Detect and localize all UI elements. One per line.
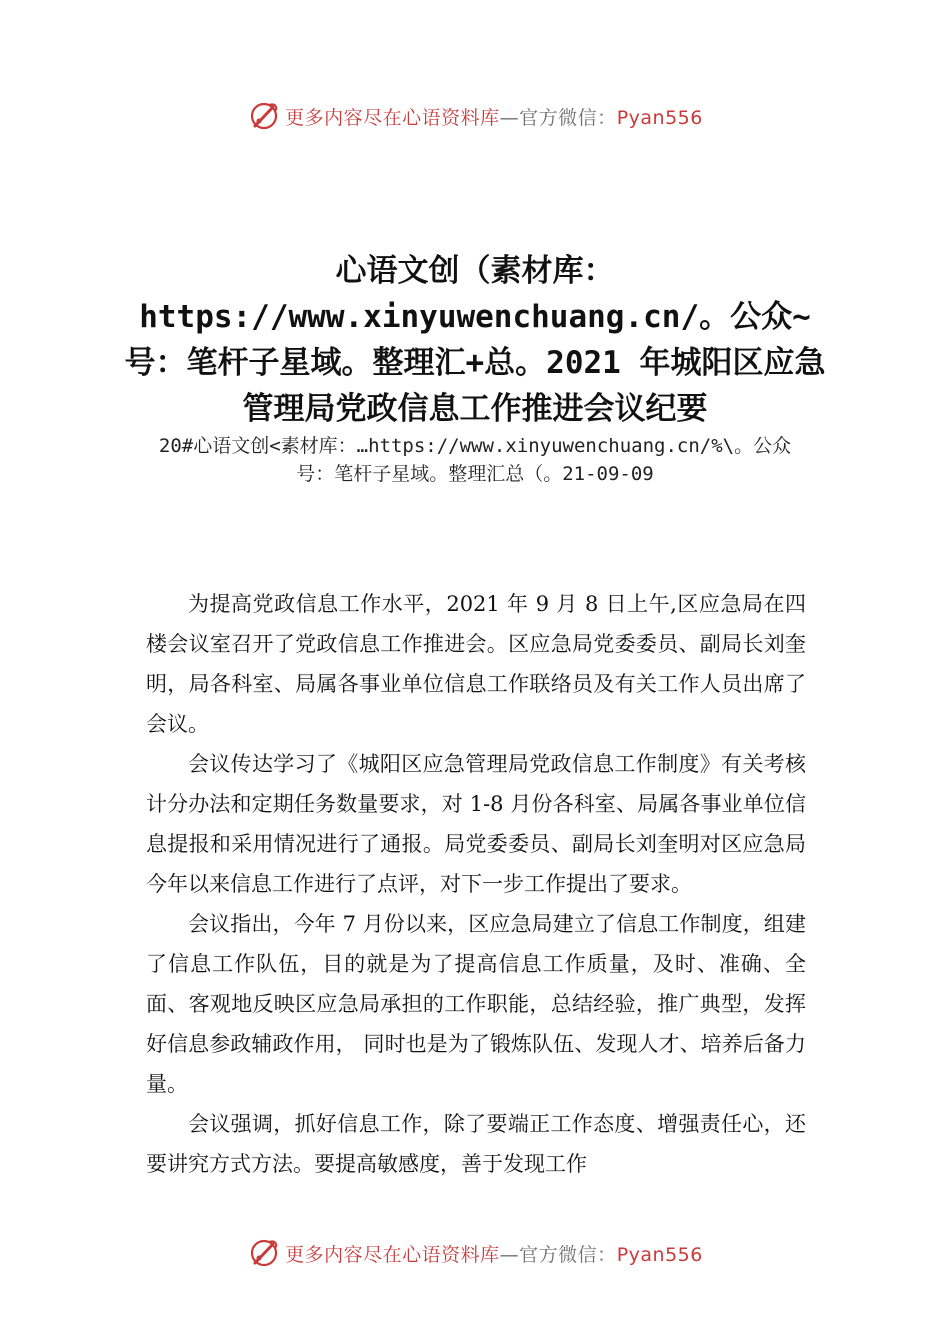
document-title: 心语文创（素材库：https://www.xinyuwenchuang.cn/。公众~号：笔杆子星域。整理汇+总。2021 年城阳区应急管理局党政信息工作推进会议纪要 bbox=[124, 253, 826, 427]
header-banner bbox=[0, 96, 950, 136]
banner-wechat-id: Pyan556 bbox=[616, 106, 703, 129]
body-paragraph-4: 会议强调，抓好信息工作，除了要端正工作态度、增强责任心，还要讲究方式方法。要提高敏感度，善于发现工作 bbox=[146, 1112, 806, 1176]
banner-main-text: 更多内容尽在心语资料库 bbox=[285, 106, 500, 129]
document-body bbox=[146, 584, 806, 1184]
brush-logo-icon bbox=[247, 99, 281, 133]
banner-text bbox=[285, 1240, 703, 1267]
document-subtitle: 20#心语文创<素材库：…https://www.xinyuwenchuang.cn/%\。公众号：笔杆子星域。整理汇总（。21-09-09 bbox=[158, 435, 792, 485]
footer-banner bbox=[0, 1233, 950, 1273]
body-paragraph-3: 会议指出，今年 7 月份以来，区应急局建立了信息工作制度，组建了信息工作队伍，目的就是为了提高信息工作质量，及时、准确、全面、客观地反映区应急局承担的工作职能，总结经验，推广典型，发挥好信息参政辅政作用， 同时也是为了锻炼队伍、发现人才、培养后备力量。 bbox=[146, 912, 806, 1096]
banner-main-text: 更多内容尽在心语资料库 bbox=[285, 1243, 500, 1266]
banner-sep-text: —官方微信： bbox=[499, 1243, 617, 1266]
banner-wechat-id: Pyan556 bbox=[616, 1243, 703, 1266]
brush-logo-icon bbox=[247, 1236, 281, 1270]
banner-text bbox=[285, 103, 703, 130]
body-paragraph-1: 为提高党政信息工作水平，2021 年 9 月 8 日上午,区应急局在四楼会议室召开了党政信息工作推进会。区应急局党委委员、副局长刘奎明，局各科室、局属各事业单位信息工作联络员及有关工作人员出席了会议。 bbox=[146, 592, 806, 736]
banner-sep-text: —官方微信： bbox=[499, 106, 617, 129]
body-paragraph-2: 会议传达学习了《城阳区应急管理局党政信息工作制度》有关考核计分办法和定期任务数量要求，对 1-8 月份各科室、局属各事业单位信息提报和采用情况进行了通报。局党委委员、副局长刘奎明对区应急局今年以来信息工作进行了点评，对下一步工作提出了要求。 bbox=[146, 752, 806, 896]
